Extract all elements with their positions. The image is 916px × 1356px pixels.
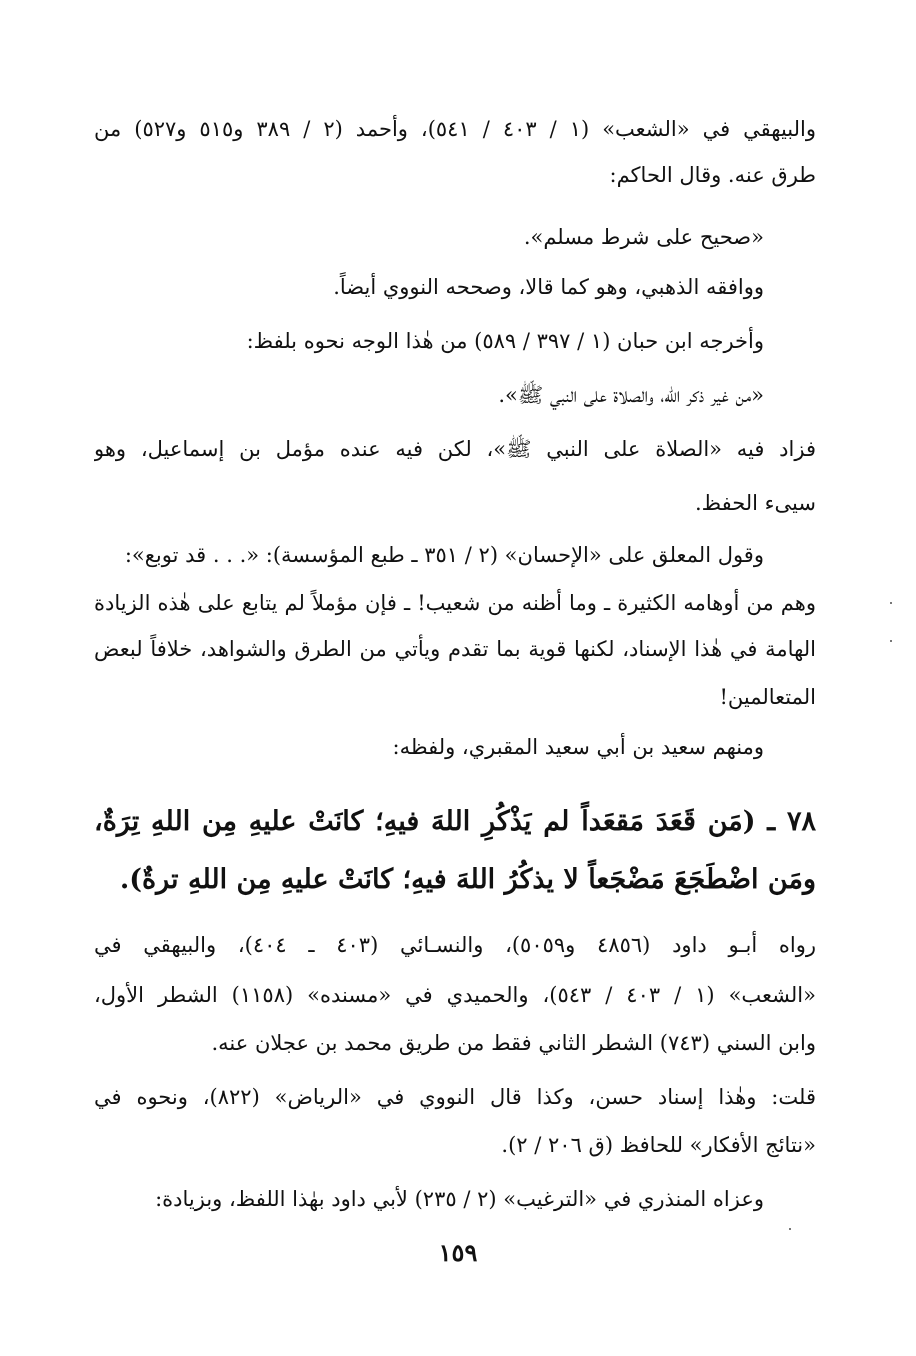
text-line: «نتائج الأفكار» للحافظ (ق ٢٠٦ / ٢). [501, 1133, 816, 1157]
scan-speck [890, 640, 892, 642]
text-line: «الشعب» (١ / ٤٠٣ / ٥٤٣)، والحميدي في «مسنده» (١١٥٨) الشطر الأول، [94, 983, 816, 1007]
text-line: المتعالمين! [719, 685, 816, 709]
text-line: وأخرجه ابن حبان (١ / ٣٩٧ / ٥٨٩) من هٰذا الوجه نحوه بلفظ: [246, 329, 764, 353]
text-line: وقول المعلق على «الإحسان» (٢ / ٣٥١ ـ طبع المؤسسة): «. . . قد توبع»: [124, 543, 764, 567]
text-line: الهامة في هٰذا الإسناد، لكنها قوية بما تقدم ويأتي من الطرق والشواهد، خلافاً لبعض [94, 637, 816, 661]
text-line: ووافقه الذهبي، وهو كما قالا، وصححه النووي أيضاً. [333, 275, 764, 299]
text-line: قلت: وهٰذا إسناد حسن، وكذا قال النووي في «الرياض» (٨٢٢)، ونحوه في [94, 1085, 816, 1109]
text-line: طرق عنه. وقال الحاكم: [609, 163, 816, 187]
text-line: والبيهقي في «الشعب» (١ / ٤٠٣ / ٥٤١)، وأحمد (٢ / ٣٨٩ و٥١٥ و٥٢٧) من [94, 117, 816, 141]
hadith-line: ومَن اضْطَجَعَ مَضْجَعاً لا يذكُرُ اللهَ فيهِ؛ كانَتْ عليهِ مِن اللهِ ترةٌ). [119, 864, 816, 895]
text-line: وهم من أوهامه الكثيرة ـ وما أظنه من شعيب! ـ فإن مؤملاً لم يتابع على هٰذه الزيادة [94, 591, 816, 615]
scan-speck [789, 1228, 791, 1230]
quote-line: «من غير ذكر الله، والصلاة على النبي ﷺ». [498, 383, 764, 407]
quote-line: «صحيح على شرط مسلم». [523, 225, 764, 249]
scan-speck [890, 602, 892, 604]
text-line: ومنهم سعيد بن أبي سعيد المقبري، ولفظه: [392, 735, 764, 759]
text-line: وعزاه المنذري في «الترغيب» (٢ / ٢٣٥) لأبي داود بهٰذا اللفظ، وبزيادة: [155, 1187, 764, 1211]
hadith-line: ٧٨ ـ (مَن قَعَدَ مَقعَداً لم يَذْكُرِ اللهَ فيهِ؛ كانَتْ عليهِ مِن اللهِ تِرَةٌ، [94, 806, 816, 837]
page-number: ١٥٩ [438, 1238, 478, 1267]
text-line: وابن السني (٧٤٣) الشطر الثاني فقط من طريق محمد بن عجلان عنه. [211, 1031, 816, 1055]
text-line: فزاد فيه «الصلاة على النبي ﷺ»، لكن فيه عنده مؤمل بن إسماعيل، وهو [94, 437, 816, 461]
text-line: سيىء الحفظ. [694, 491, 816, 515]
text-line: رواه أبـو داود (٤٨٥٦ و٥٠٥٩)، والنسـائي (٤٠٣ ـ ٤٠٤)، والبيهقي في [94, 933, 816, 957]
